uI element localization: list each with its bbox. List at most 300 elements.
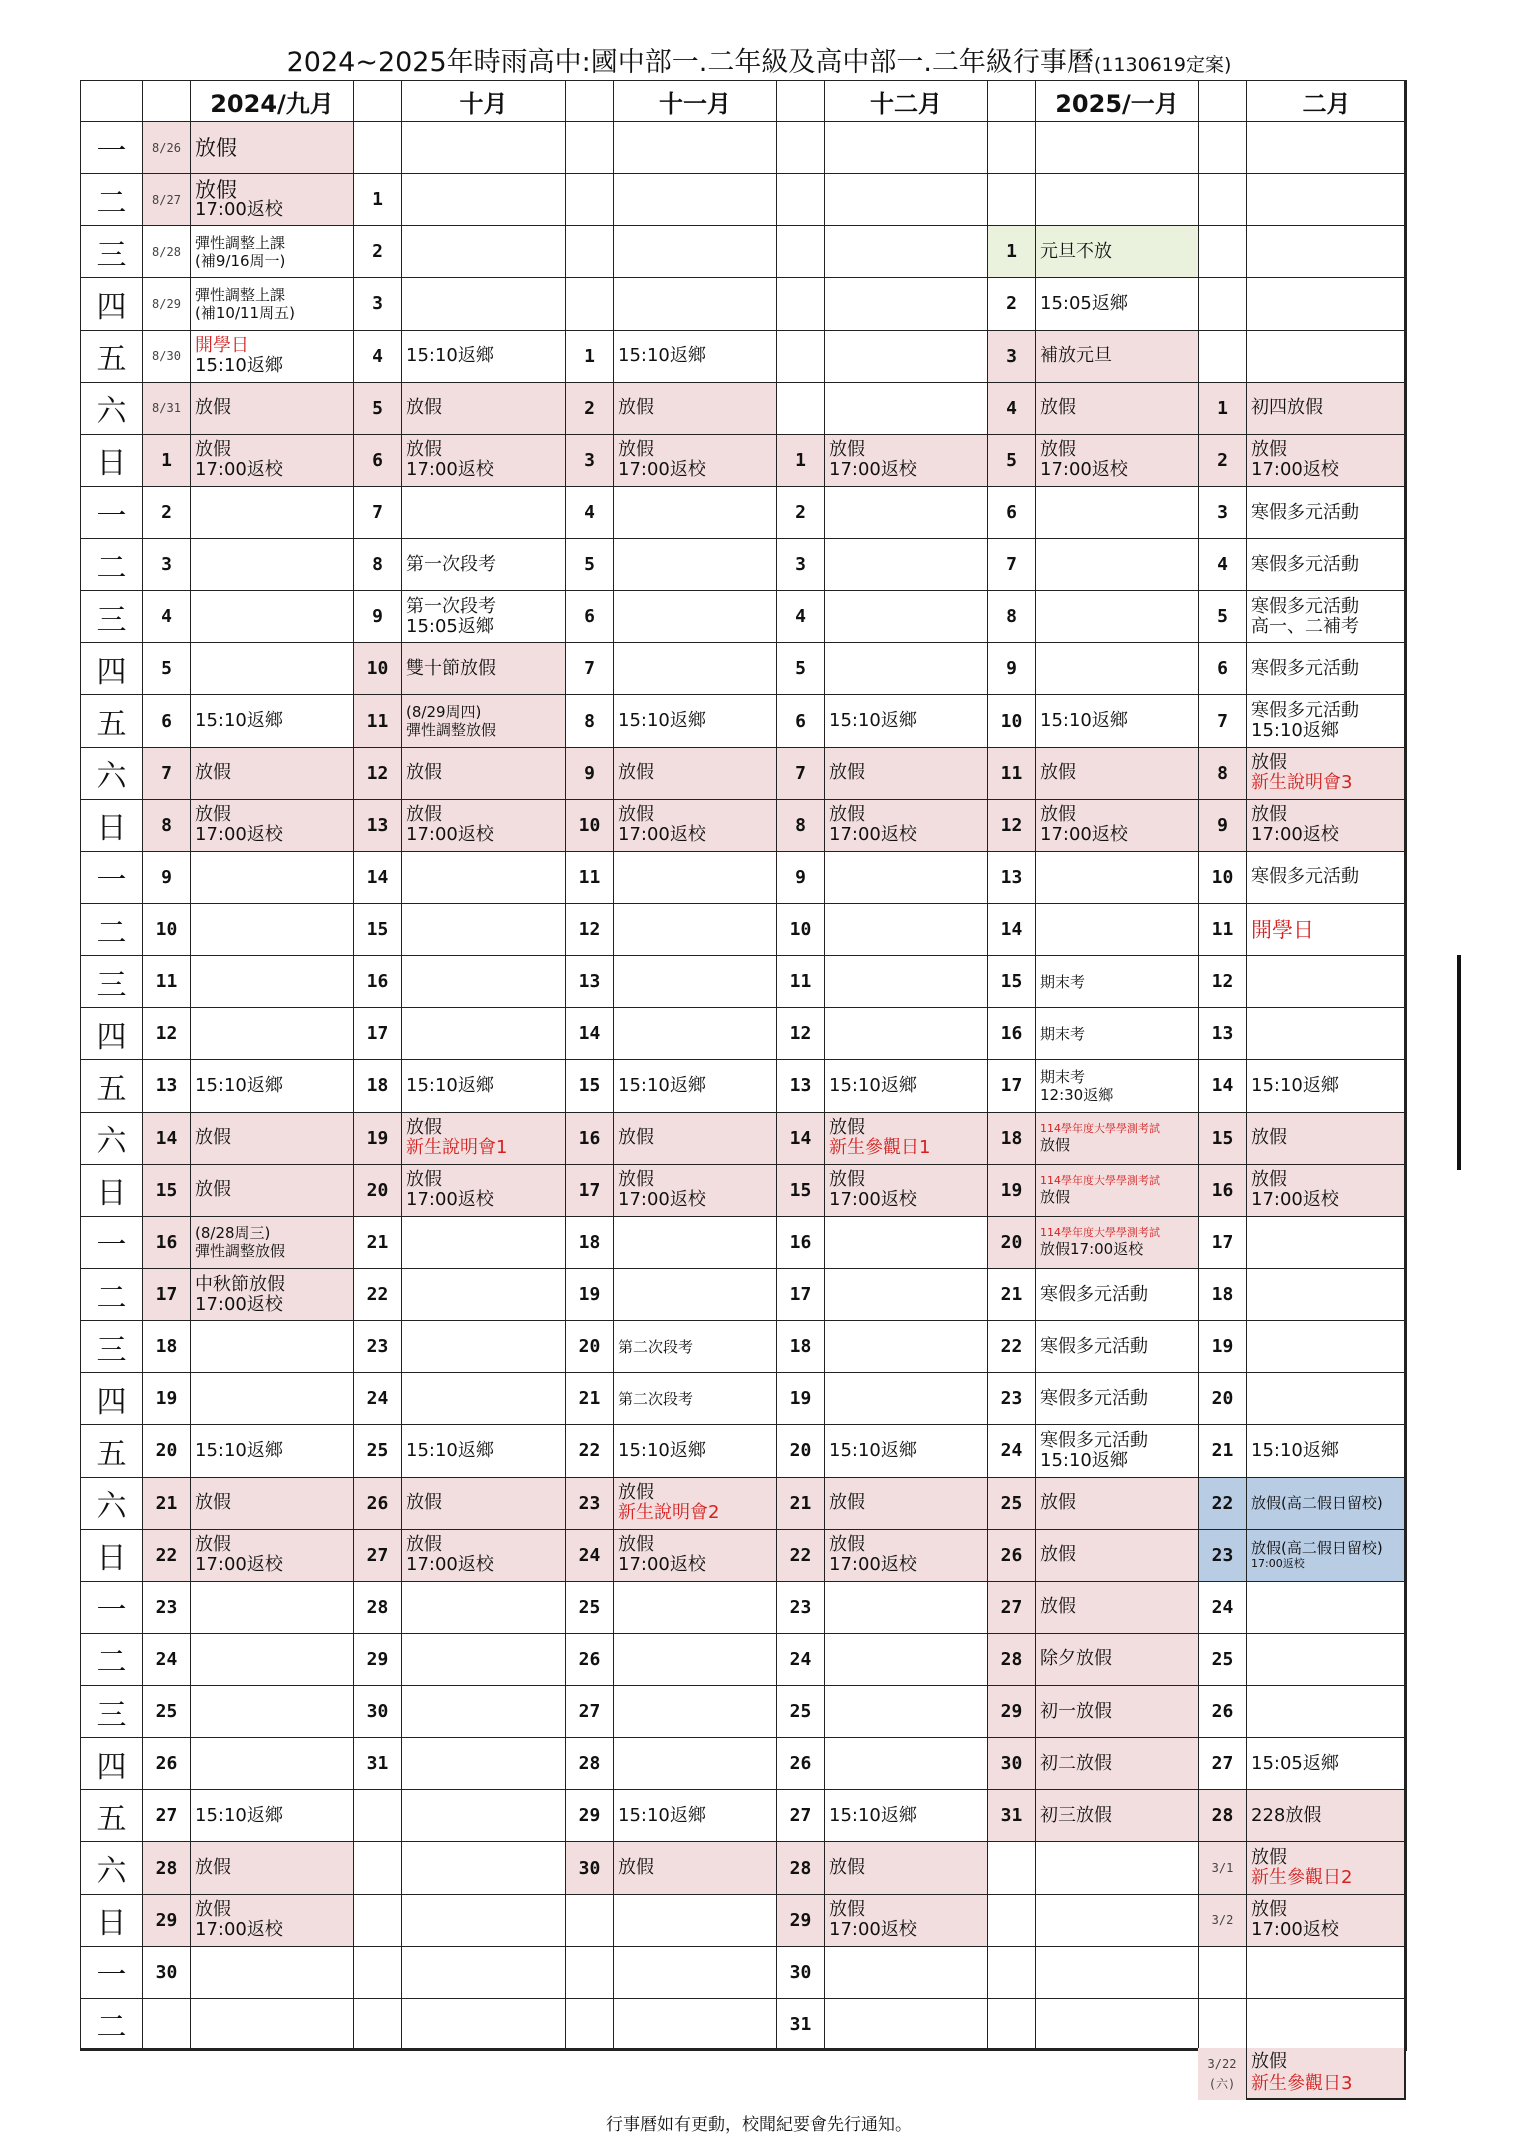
day-number — [1198, 1946, 1246, 1998]
day-number: 4 — [776, 590, 824, 642]
event-cell — [1035, 173, 1198, 225]
month-header: 十月 — [401, 80, 565, 121]
day-number: 10 — [565, 799, 613, 851]
event-text: 15:10返鄉 — [829, 1439, 917, 1461]
event-cell — [190, 434, 353, 486]
event-text: 放假 — [1040, 439, 1076, 461]
event-text: 放假 — [1251, 2051, 1287, 2072]
day-number: 11 — [565, 851, 613, 903]
event-text: 除夕放假 — [1040, 1648, 1112, 1670]
weekday-label: 六 — [80, 1477, 142, 1529]
day-number: 8/29 — [142, 277, 190, 329]
event-text: 放假 — [195, 1492, 231, 1514]
day-number — [1198, 330, 1246, 382]
day-number: 29 — [565, 1789, 613, 1841]
event-text: 17:00返校 — [829, 1554, 917, 1576]
day-number — [353, 1841, 401, 1893]
day-number: 19 — [1198, 1320, 1246, 1372]
event-text: 17:00返校 — [195, 1919, 283, 1941]
day-number: 8/30 — [142, 330, 190, 382]
day-number: 20 — [142, 1424, 190, 1476]
day-number: 19 — [565, 1268, 613, 1320]
event-cell — [824, 1529, 987, 1581]
day-number: 8/28 — [142, 225, 190, 277]
event-text: 彈性調整上課 — [195, 285, 286, 304]
event-text: 放假 — [406, 397, 442, 419]
event-cell — [613, 1894, 776, 1946]
event-cell — [613, 1841, 776, 1893]
day-number: 19 — [987, 1164, 1035, 1216]
event-text: 寒假多元活動 — [1040, 1429, 1148, 1451]
event-cell — [613, 330, 776, 382]
event-cell — [401, 1424, 565, 1476]
event-cell — [190, 538, 353, 590]
day-number — [1198, 1998, 1246, 2050]
event-cell — [190, 694, 353, 746]
weekday-label: 二 — [80, 1268, 142, 1320]
title-main: 2024~2025年時雨高中:國中部一.二年級及高中部一.二年級行事曆 — [286, 47, 1094, 78]
event-text: 放假 — [829, 1492, 865, 1514]
day-number: 25 — [776, 1685, 824, 1737]
event-cell — [1035, 538, 1198, 590]
event-text: 17:00返校 — [829, 824, 917, 846]
event-cell — [1035, 434, 1198, 486]
event-text: 15:10返鄉 — [1251, 1074, 1339, 1096]
event-cell — [1035, 955, 1198, 1007]
day-number: 25 — [565, 1581, 613, 1633]
day-number: 21 — [142, 1477, 190, 1529]
event-cell — [190, 1581, 353, 1633]
event-text: 放假 — [618, 1482, 654, 1504]
event-text: 放假 — [195, 1899, 231, 1921]
event-cell — [401, 1372, 565, 1424]
event-text: 17:00返校 — [829, 1189, 917, 1211]
day-number: 31 — [987, 1789, 1035, 1841]
event-text: 放假 — [195, 762, 231, 784]
day-number: 16 — [565, 1112, 613, 1164]
event-cell — [1035, 1268, 1198, 1320]
event-text: 15:10返鄉 — [195, 1804, 283, 1826]
event-text: 15:10返鄉 — [195, 355, 283, 377]
day-number: 31 — [353, 1737, 401, 1789]
event-cell — [1035, 851, 1198, 903]
extra-date-number — [1198, 2048, 1246, 2100]
event-cell — [824, 1372, 987, 1424]
event-cell — [824, 1477, 987, 1529]
event-cell — [1035, 1372, 1198, 1424]
event-text: 15:10返鄉 — [618, 1074, 706, 1096]
day-number: 28 — [565, 1737, 613, 1789]
event-cell — [824, 1894, 987, 1946]
day-number: 22 — [776, 1529, 824, 1581]
event-cell — [190, 1320, 353, 1372]
weekday-label: 日 — [80, 1529, 142, 1581]
weekday-label: 五 — [80, 330, 142, 382]
event-text: (補10/11周五) — [195, 303, 295, 322]
weekday-label: 一 — [80, 851, 142, 903]
day-number: 26 — [565, 1633, 613, 1685]
event-cell — [1035, 1477, 1198, 1529]
event-text: 初二放假 — [1040, 1752, 1112, 1774]
event-cell — [1035, 799, 1198, 851]
day-number: 25 — [353, 1424, 401, 1476]
event-cell — [613, 277, 776, 329]
event-text: 初四放假 — [1251, 397, 1323, 419]
event-cell — [401, 1841, 565, 1893]
event-cell — [824, 590, 987, 642]
event-cell — [613, 1529, 776, 1581]
event-text: 寒假多元活動 — [1251, 501, 1359, 523]
event-text: 放假 — [1040, 762, 1076, 784]
weekday-label: 一 — [80, 121, 142, 173]
event-text: 15:10返鄉 — [406, 1439, 494, 1461]
event-text: 第一次段考 — [406, 553, 496, 575]
day-number: 6 — [353, 434, 401, 486]
event-text: 放假 — [1251, 1899, 1287, 1921]
event-cell — [1246, 590, 1406, 642]
day-number: 21 — [565, 1372, 613, 1424]
weekday-label: 二 — [80, 1633, 142, 1685]
event-cell — [401, 1164, 565, 1216]
event-text: 寒假多元活動 — [1040, 1387, 1148, 1409]
event-cell — [190, 1424, 353, 1476]
event-text: 15:10返鄉 — [406, 345, 494, 367]
grid-border-right — [1404, 80, 1407, 2050]
day-number: 2 — [776, 486, 824, 538]
day-number: 10 — [987, 694, 1035, 746]
event-text: 元旦不放 — [1040, 240, 1112, 262]
day-number: 18 — [776, 1320, 824, 1372]
event-cell — [824, 225, 987, 277]
event-cell — [1246, 1737, 1406, 1789]
event-cell — [190, 1737, 353, 1789]
day-number: 13 — [142, 1059, 190, 1111]
event-text: (8/28周三) — [195, 1224, 271, 1243]
event-cell — [824, 1633, 987, 1685]
month-header-spacer — [1198, 80, 1246, 121]
event-cell — [190, 1059, 353, 1111]
day-number: 30 — [353, 1685, 401, 1737]
day-number: 5 — [142, 642, 190, 694]
day-number: 17 — [142, 1268, 190, 1320]
event-text: 15:10返鄉 — [1251, 720, 1339, 742]
event-cell — [1246, 1268, 1406, 1320]
day-number: 1 — [142, 434, 190, 486]
event-cell — [1035, 747, 1198, 799]
event-text: 彈性調整放假 — [406, 721, 497, 740]
event-cell — [190, 590, 353, 642]
event-cell — [824, 382, 987, 434]
event-cell — [824, 1424, 987, 1476]
event-cell — [613, 799, 776, 851]
event-cell — [1035, 1946, 1198, 1998]
day-number: 2 — [142, 486, 190, 538]
event-cell — [401, 1529, 565, 1581]
event-cell — [190, 1946, 353, 1998]
day-number: 12 — [142, 1007, 190, 1059]
event-cell — [613, 1424, 776, 1476]
event-text: 新生說明會3 — [1251, 772, 1353, 794]
event-text: 期末考 — [1040, 1024, 1086, 1043]
event-cell — [190, 1685, 353, 1737]
event-text: 放假 — [1040, 804, 1076, 826]
event-cell — [1035, 277, 1198, 329]
event-text: 彈性調整上課 — [195, 233, 286, 252]
event-text: 15:10返鄉 — [618, 710, 706, 732]
event-text: 彈性調整放假 — [195, 1242, 286, 1261]
weekday-label: 日 — [80, 434, 142, 486]
day-number: 3 — [142, 538, 190, 590]
event-cell — [824, 1946, 987, 1998]
event-cell — [1035, 1894, 1198, 1946]
weekday-label: 三 — [80, 225, 142, 277]
event-text: 寒假多元活動 — [1040, 1335, 1148, 1357]
day-number: 6 — [987, 486, 1035, 538]
event-cell — [1246, 330, 1406, 382]
event-text: 初一放假 — [1040, 1700, 1112, 1722]
event-text: 放假 — [1251, 1169, 1287, 1191]
event-text: 17:00返校 — [1251, 1189, 1339, 1211]
event-text: 17:00返校 — [618, 1554, 706, 1576]
weekday-label: 五 — [80, 1789, 142, 1841]
event-text: 寒假多元活動 — [1251, 553, 1359, 575]
day-number: 15 — [142, 1164, 190, 1216]
event-text: 15:10返鄉 — [195, 710, 283, 732]
month-header-spacer — [565, 80, 613, 121]
event-text: 放假17:00返校 — [1040, 1240, 1144, 1259]
day-number — [565, 1946, 613, 1998]
day-number — [987, 173, 1035, 225]
event-text: 放假 — [618, 762, 654, 784]
event-text: 15:10返鄉 — [618, 345, 706, 367]
day-number: 28 — [776, 1841, 824, 1893]
day-number: 10 — [776, 903, 824, 955]
event-cell — [190, 1112, 353, 1164]
day-number — [987, 1998, 1035, 2050]
day-number — [353, 1998, 401, 2050]
day-number: 17 — [353, 1007, 401, 1059]
day-number: 9 — [565, 747, 613, 799]
event-text: 114學年度大學學測考試 — [1040, 1226, 1160, 1240]
event-text: 15:10返鄉 — [829, 710, 917, 732]
weekday-label: 日 — [80, 1894, 142, 1946]
event-text: 中秋節放假 — [195, 1273, 285, 1295]
event-cell — [190, 1477, 353, 1529]
event-cell — [824, 1164, 987, 1216]
day-number: 28 — [142, 1841, 190, 1893]
weekday-label: 三 — [80, 1320, 142, 1372]
day-number — [565, 277, 613, 329]
event-cell — [613, 434, 776, 486]
event-cell — [613, 747, 776, 799]
event-cell — [401, 173, 565, 225]
day-number: 18 — [1198, 1268, 1246, 1320]
day-number — [776, 382, 824, 434]
event-cell — [1246, 225, 1406, 277]
event-text: 放假 — [829, 1169, 865, 1191]
day-number: 13 — [987, 851, 1035, 903]
day-number: 2 — [987, 277, 1035, 329]
event-cell — [1246, 1946, 1406, 1998]
event-text: 15:05返鄉 — [406, 615, 494, 637]
event-text: 15:10返鄉 — [1040, 710, 1128, 732]
event-cell — [824, 1216, 987, 1268]
day-number — [1198, 277, 1246, 329]
day-number — [1198, 173, 1246, 225]
event-cell — [613, 382, 776, 434]
event-cell — [1035, 1059, 1198, 1111]
event-text: 17:00返校 — [195, 1554, 283, 1576]
weekday-label: 六 — [80, 382, 142, 434]
day-number — [353, 1946, 401, 1998]
day-number: 14 — [987, 903, 1035, 955]
event-text: 放假 — [1040, 1136, 1071, 1155]
extra-date-cell — [1198, 2048, 1406, 2100]
weekday-label: 一 — [80, 486, 142, 538]
day-number — [776, 330, 824, 382]
event-text: 初三放假 — [1040, 1804, 1112, 1826]
event-cell — [1246, 799, 1406, 851]
month-header-spacer — [353, 80, 401, 121]
event-text: 15:05返鄉 — [1040, 292, 1128, 314]
day-number: 3/1 — [1198, 1841, 1246, 1893]
day-number: 19 — [776, 1372, 824, 1424]
day-number: 26 — [987, 1529, 1035, 1581]
day-number: 15 — [565, 1059, 613, 1111]
event-text: 放假 — [618, 1127, 654, 1149]
day-number: 12 — [565, 903, 613, 955]
event-text: 新生參觀日3 — [1251, 2073, 1353, 2094]
event-text: 放假 — [618, 1534, 654, 1556]
event-cell — [1246, 1894, 1406, 1946]
day-number: 4 — [565, 486, 613, 538]
event-cell — [1246, 1477, 1406, 1529]
day-number: 1 — [565, 330, 613, 382]
event-cell — [1246, 1059, 1406, 1111]
day-number: 8 — [142, 799, 190, 851]
day-number: 4 — [1198, 538, 1246, 590]
event-cell — [1246, 1789, 1406, 1841]
event-cell — [613, 642, 776, 694]
day-number: 24 — [987, 1424, 1035, 1476]
day-number: 13 — [353, 799, 401, 851]
day-number: 3/2 — [1198, 1894, 1246, 1946]
weekday-label: 一 — [80, 1581, 142, 1633]
day-number: 29 — [776, 1894, 824, 1946]
event-cell — [1246, 1841, 1406, 1893]
day-number: 27 — [1198, 1737, 1246, 1789]
day-number: 9 — [1198, 799, 1246, 851]
event-cell — [401, 799, 565, 851]
event-cell — [613, 1007, 776, 1059]
event-cell — [190, 121, 353, 173]
day-number: 29 — [353, 1633, 401, 1685]
day-number — [776, 277, 824, 329]
event-cell — [824, 1112, 987, 1164]
weekday-label: 四 — [80, 1737, 142, 1789]
event-cell — [1035, 1216, 1198, 1268]
weekday-label: 二 — [80, 173, 142, 225]
day-number: 1 — [1198, 382, 1246, 434]
event-cell — [1246, 1633, 1406, 1685]
event-text: 17:00返校 — [195, 1293, 283, 1315]
day-number — [987, 1946, 1035, 1998]
month-header-spacer — [776, 80, 824, 121]
day-number: 7 — [353, 486, 401, 538]
day-number: 5 — [353, 382, 401, 434]
day-number: 10 — [353, 642, 401, 694]
day-number: 20 — [565, 1320, 613, 1372]
event-cell — [824, 903, 987, 955]
weekday-label: 三 — [80, 1685, 142, 1737]
event-text: 12:30返鄉 — [1040, 1085, 1114, 1104]
day-number: 26 — [776, 1737, 824, 1789]
day-number: 16 — [987, 1007, 1035, 1059]
event-text: 放假 — [195, 397, 231, 419]
day-number — [1198, 225, 1246, 277]
day-number: 18 — [142, 1320, 190, 1372]
event-cell — [401, 1998, 565, 2050]
event-text: 放假 — [829, 804, 865, 826]
event-cell — [190, 486, 353, 538]
event-cell — [190, 747, 353, 799]
event-cell — [613, 1372, 776, 1424]
day-number: 28 — [353, 1581, 401, 1633]
event-text: 15:10返鄉 — [618, 1804, 706, 1826]
event-cell — [613, 1164, 776, 1216]
event-cell — [824, 747, 987, 799]
weekday-label: 四 — [80, 277, 142, 329]
day-number: 6 — [776, 694, 824, 746]
month-header: 二月 — [1246, 80, 1406, 121]
event-text: 放假 — [829, 439, 865, 461]
event-cell — [1246, 903, 1406, 955]
event-cell — [1246, 694, 1406, 746]
event-text: 寒假多元活動 — [1251, 657, 1359, 679]
day-number: 6 — [1198, 642, 1246, 694]
event-cell — [1035, 694, 1198, 746]
event-cell — [1246, 173, 1406, 225]
month-header: 2024/九月 — [190, 80, 353, 121]
event-cell — [824, 1789, 987, 1841]
event-cell — [1035, 330, 1198, 382]
day-number: 24 — [1198, 1581, 1246, 1633]
event-cell — [613, 1112, 776, 1164]
day-number: 7 — [987, 538, 1035, 590]
event-cell — [190, 955, 353, 1007]
event-text: 放假 — [1251, 1127, 1287, 1149]
day-number: 18 — [353, 1059, 401, 1111]
day-number: 3 — [776, 538, 824, 590]
event-cell — [1035, 121, 1198, 173]
event-text: 放假 — [406, 1117, 442, 1139]
event-cell — [401, 1685, 565, 1737]
day-number: 27 — [565, 1685, 613, 1737]
event-cell — [401, 642, 565, 694]
event-cell — [613, 903, 776, 955]
event-cell — [1246, 1007, 1406, 1059]
event-text: 15:10返鄉 — [195, 1074, 283, 1096]
event-text: (補9/16周一) — [195, 251, 286, 270]
day-number: 22 — [565, 1424, 613, 1476]
day-number: 19 — [353, 1112, 401, 1164]
event-cell — [824, 486, 987, 538]
day-number: 21 — [353, 1216, 401, 1268]
event-text: 放假 — [1040, 397, 1076, 419]
day-number: 22 — [987, 1320, 1035, 1372]
event-cell — [824, 121, 987, 173]
event-cell — [190, 1216, 353, 1268]
